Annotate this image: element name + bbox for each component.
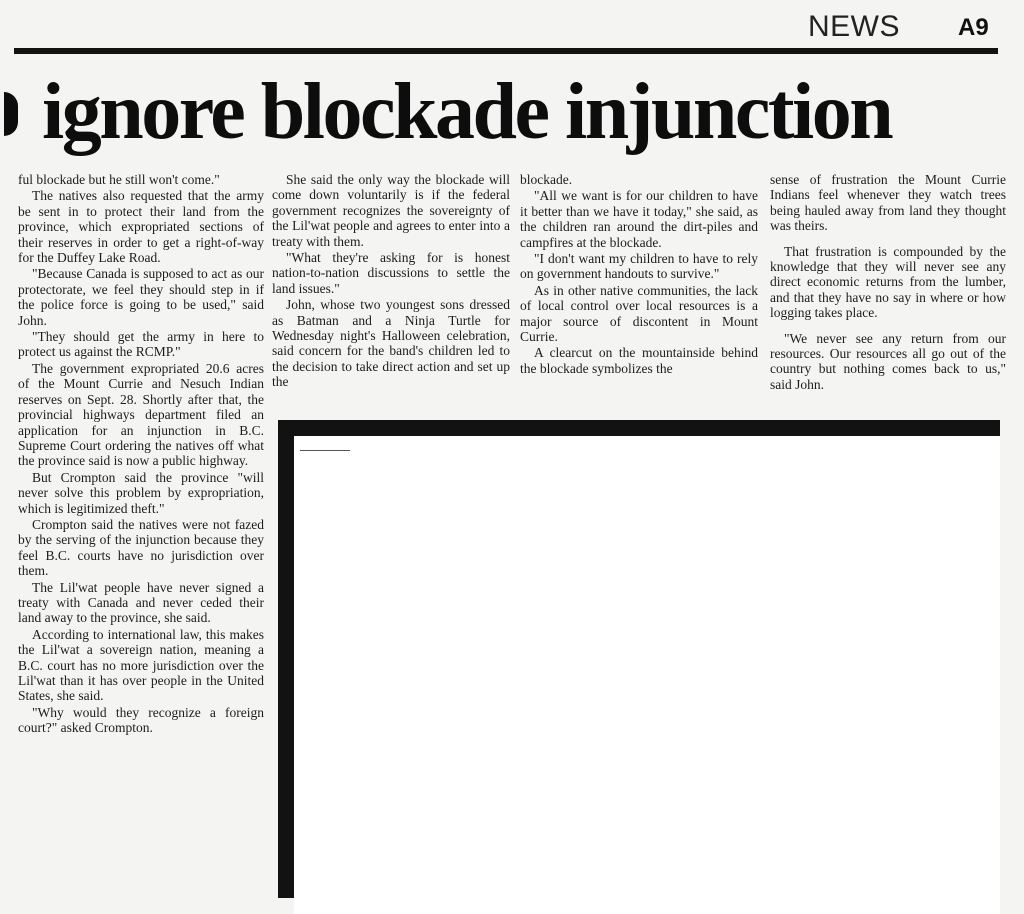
- photo-frame-top: [278, 420, 1000, 436]
- column-paragraph: sense of frustration the Mount Currie Indians feel whenever they watch trees being hauled away from land they thought was theirs.: [770, 172, 1006, 234]
- column-paragraph: According to international law, this makes the Lil'wat a sovereign nation, meaning a B.C. court has no more jurisdiction over the Lil'wat than it has over people in the United States, she said.: [18, 626, 264, 704]
- column-paragraph: But Crompton said the province "will never solve this problem by expropriation, which is legitimized theft.": [18, 469, 264, 516]
- column-paragraph: The Lil'wat people have never signed a treaty with Canada and never ceded their land away to the province, she said.: [18, 579, 264, 626]
- column-paragraph: A clearcut on the mountainside behind the blockade symbolizes the: [520, 345, 758, 376]
- column-paragraph: "They should get the army in here to protect us against the RCMP.": [18, 329, 264, 360]
- section-label: NEWS: [808, 10, 900, 43]
- column-paragraph: "I don't want my children to have to rely on government handouts to survive.": [520, 251, 758, 282]
- column-paragraph: That frustration is compounded by the knowledge that they will never see any direct economic returns from the lumber, and that they have no say in where or how logging takes place.: [770, 243, 1006, 321]
- column-paragraph: blockade.: [520, 172, 573, 187]
- column-paragraph: As in other native communities, the lack of local control over local resources is a major source of discontent in Mount Currie.: [520, 282, 758, 345]
- photo-frame-left: [278, 420, 294, 898]
- article-column-1: [18, 172, 264, 736]
- page-number: A9: [958, 14, 989, 41]
- photo-area: [294, 436, 1000, 914]
- column-paragraph: She said the only way the blockade will come down voluntarily is if the federal government recognizes the sovereignty of the Lil'wat people and agrees to enter into a treaty with them.: [272, 172, 510, 249]
- column-paragraph: "All we want is for our children to have it better than we have it today," she said, as the children ran around the dirt-piles and campfires at the blockade.: [520, 188, 758, 250]
- article-column-4: [770, 172, 1006, 392]
- column-paragraph: John, whose two youngest sons dressed as Batman and a Ninja Turtle for Wednesday night's Halloween celebration, said concern for the band's children led to the decision to take direct action and set up the: [272, 297, 510, 390]
- column-paragraph: Crompton said the natives were not fazed by the serving of the injunction because they feel B.C. courts have no jurisdiction over them.: [18, 516, 264, 579]
- headline-cut-letter: [4, 92, 18, 136]
- headline: ignore blockade injunction: [42, 68, 892, 156]
- photo-inner-line: [300, 450, 350, 451]
- header-rule: [14, 48, 998, 54]
- article-column-3: [520, 172, 758, 376]
- column-paragraph: The natives also requested that the army be sent in to protect their land from the province, which expropriated sections of their reserves in order to get a right-of-way for the Duffey Lake Road.: [18, 188, 264, 266]
- column-paragraph: "We never see any return from our resources. Our resources all go out of the country but nothing comes back to us," said John.: [770, 330, 1006, 392]
- column-paragraph: "Because Canada is supposed to act as our protectorate, we feel they should step in if the police force is going to be used," said John.: [18, 266, 264, 328]
- article-column-2: [272, 172, 510, 390]
- column-paragraph: ful blockade but he still won't come.": [18, 172, 220, 187]
- column-paragraph: The government expropriated 20.6 acres of the Mount Currie and Nesuch Indian reserves on Sept. 28. Shortly after that, the provincial highways department filed an application for an injunction in B.C. Supreme Court ordering the natives off what the province said is now a public highway.: [18, 360, 264, 469]
- column-paragraph: "What they're asking for is honest nation-to-nation discussions to settle the land issues.": [272, 250, 510, 296]
- column-paragraph: "Why would they recognize a foreign court?" asked Crompton.: [18, 704, 264, 736]
